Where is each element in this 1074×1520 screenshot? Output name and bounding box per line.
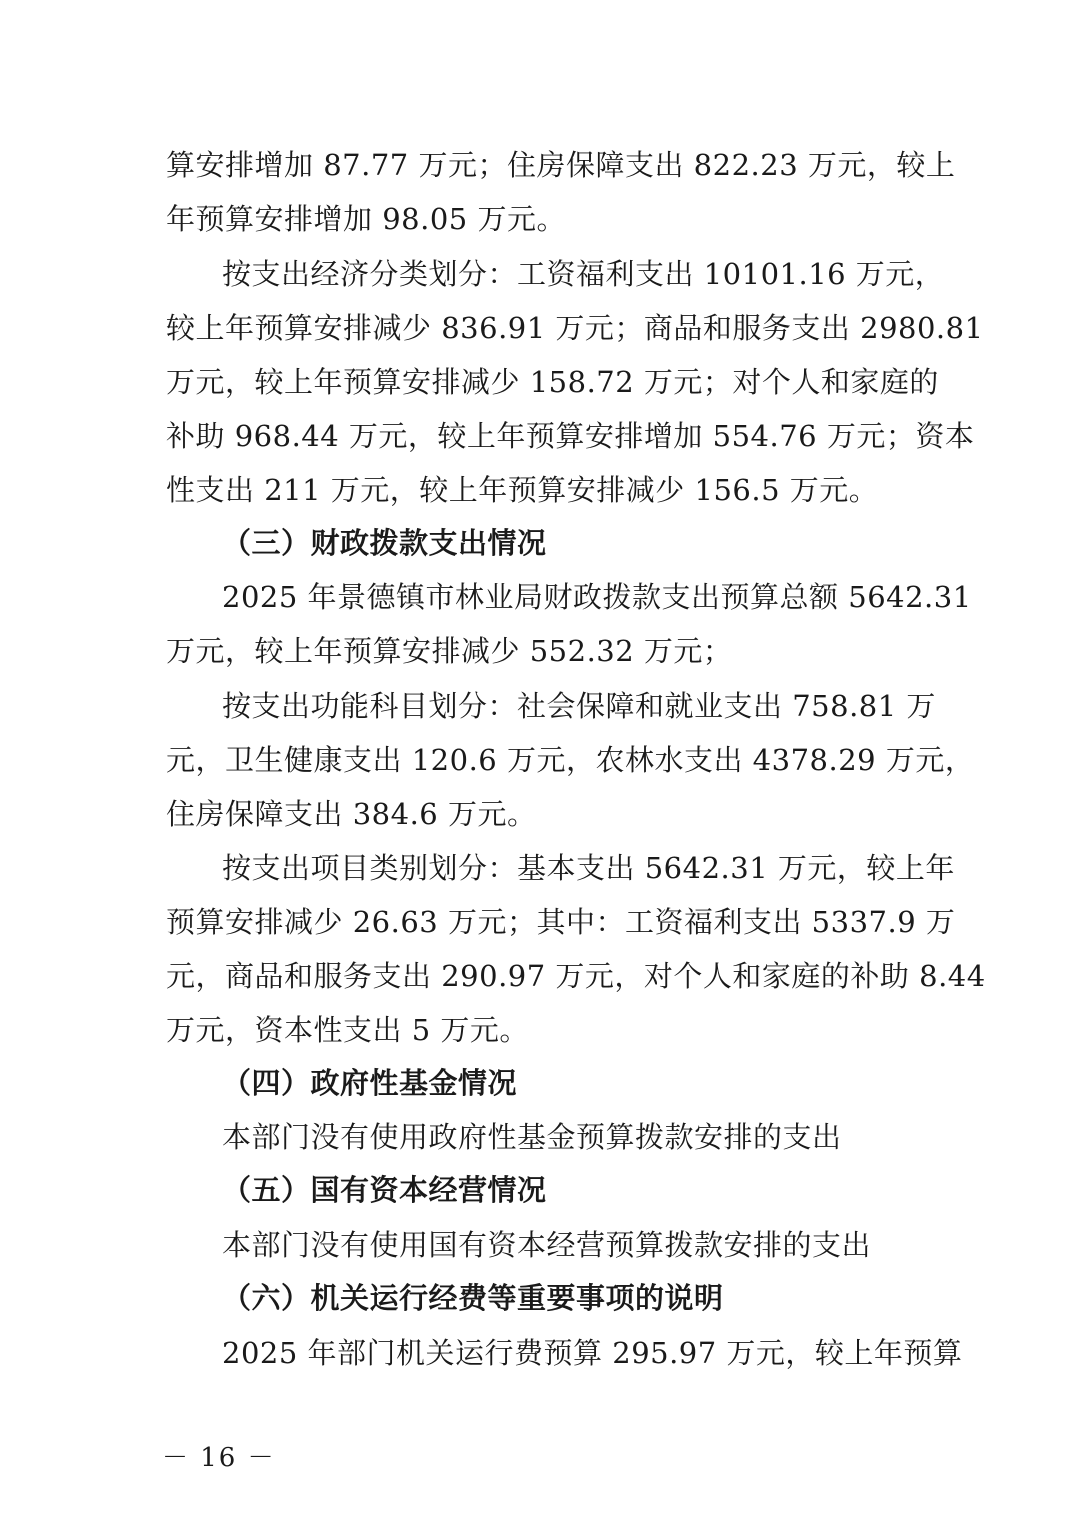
body-text-line: 万元，较上年预算安排减少 552.32 万元； bbox=[166, 634, 733, 668]
body-text-line: 按支出经济分类划分：工资福利支出 10101.16 万元， bbox=[222, 257, 945, 291]
body-text-line: 万元，较上年预算安排减少 158.72 万元；对个人和家庭的 bbox=[166, 365, 939, 399]
section-heading: （五）国有资本经营情况 bbox=[222, 1173, 547, 1207]
body-text-line: 本部门没有使用政府性基金预算拨款安排的支出 bbox=[222, 1120, 842, 1154]
section-heading: （四）政府性基金情况 bbox=[222, 1066, 518, 1100]
page-number: － 16 － bbox=[162, 1443, 276, 1473]
body-text-line: 年预算安排增加 98.05 万元。 bbox=[166, 202, 566, 236]
body-text-line: 万元，资本性支出 5 万元。 bbox=[166, 1013, 529, 1047]
body-text-line: 元，卫生健康支出 120.6 万元，农林水支出 4378.29 万元， bbox=[166, 743, 975, 777]
body-text-line: 2025 年部门机关运行费预算 295.97 万元，较上年预算 bbox=[222, 1336, 963, 1370]
body-text-line: 性支出 211 万元，较上年预算安排减少 156.5 万元。 bbox=[166, 473, 879, 507]
section-heading: （三）财政拨款支出情况 bbox=[222, 526, 547, 560]
body-text-line: 算安排增加 87.77 万元；住房保障支出 822.23 万元，较上 bbox=[166, 148, 956, 182]
body-text-line: 本部门没有使用国有资本经营预算拨款安排的支出 bbox=[222, 1228, 872, 1262]
body-text-line: 较上年预算安排减少 836.91 万元；商品和服务支出 2980.81 bbox=[166, 311, 984, 345]
body-text-line: 补助 968.44 万元，较上年预算安排增加 554.76 万元；资本 bbox=[166, 419, 975, 453]
body-text-line: 住房保障支出 384.6 万元。 bbox=[166, 797, 537, 831]
section-heading: （六）机关运行经费等重要事项的说明 bbox=[222, 1281, 724, 1315]
body-text-line: 元，商品和服务支出 290.97 万元，对个人和家庭的补助 8.44 bbox=[166, 959, 986, 993]
body-text-line: 预算安排减少 26.63 万元；其中：工资福利支出 5337.9 万 bbox=[166, 905, 956, 939]
body-text-line: 按支出项目类别划分：基本支出 5642.31 万元，较上年 bbox=[222, 851, 955, 885]
body-text-line: 按支出功能科目划分：社会保障和就业支出 758.81 万 bbox=[222, 689, 936, 723]
body-text-line: 2025 年景德镇市林业局财政拨款支出预算总额 5642.31 bbox=[222, 580, 972, 614]
